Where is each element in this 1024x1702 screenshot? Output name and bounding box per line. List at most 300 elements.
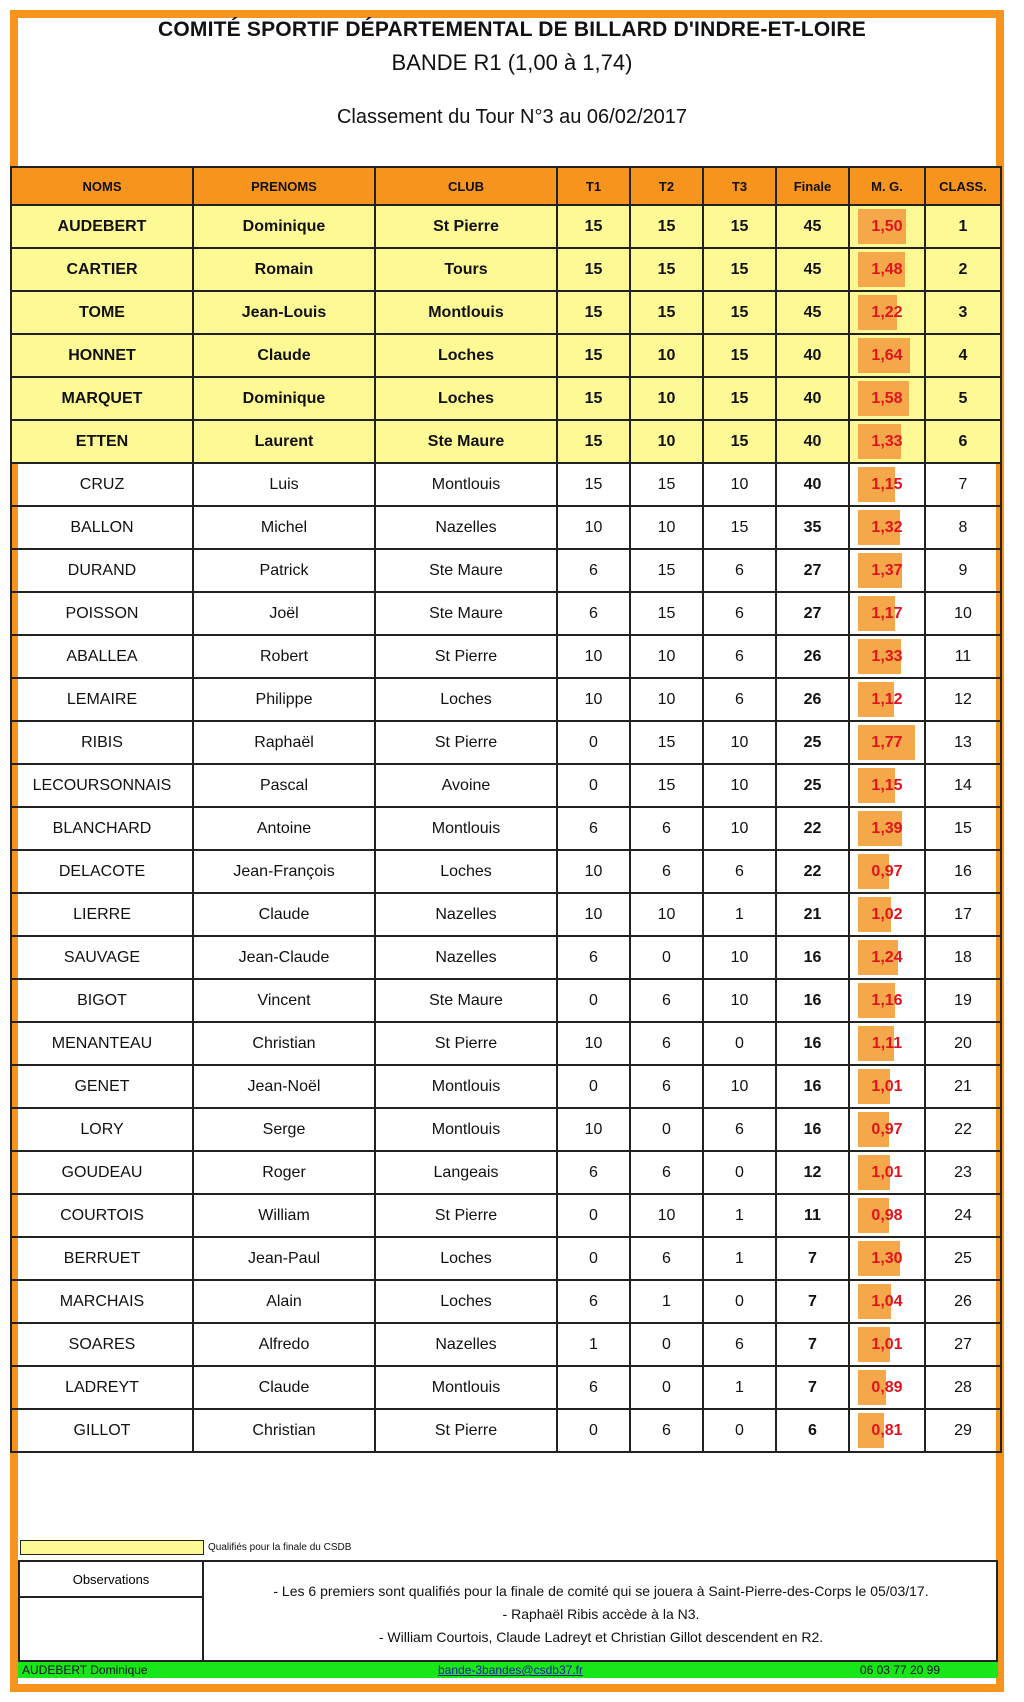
cell-t1: 15 (557, 291, 630, 334)
observations-text (206, 1580, 996, 1649)
cell-prenom: Patrick (193, 549, 375, 592)
cell-t3: 15 (703, 205, 776, 248)
cell-t3: 6 (703, 635, 776, 678)
cell-t1: 10 (557, 1108, 630, 1151)
cell-t3: 6 (703, 592, 776, 635)
cell-t3: 6 (703, 678, 776, 721)
cell-t1: 6 (557, 1280, 630, 1323)
cell-club: Loches (375, 377, 557, 420)
cell-t1: 0 (557, 1409, 630, 1452)
cell-prenom: Pascal (193, 764, 375, 807)
cell-nom: POISSON (11, 592, 193, 635)
cell-t2: 0 (630, 936, 703, 979)
mg-value: 1,15 (871, 776, 903, 794)
cell-t3: 6 (703, 1108, 776, 1151)
mg-value: 1,33 (871, 432, 903, 450)
cell-prenom: Michel (193, 506, 375, 549)
mg-value: 1,39 (871, 819, 903, 837)
cell-mg (849, 334, 925, 377)
cell-classement: 5 (925, 377, 1001, 420)
cell-t3: 10 (703, 721, 776, 764)
cell-prenom: Claude (193, 893, 375, 936)
cell-mg (849, 205, 925, 248)
cell-mg (849, 1409, 925, 1452)
cell-prenom: Dominique (193, 377, 375, 420)
col-t3: T3 (703, 167, 776, 205)
cell-finale: 12 (776, 1151, 849, 1194)
table-row (11, 1194, 1001, 1237)
cell-t3: 0 (703, 1151, 776, 1194)
cell-t3: 10 (703, 807, 776, 850)
cell-t2: 0 (630, 1323, 703, 1366)
table-row (11, 1065, 1001, 1108)
cell-club: Loches (375, 678, 557, 721)
mg-value: 1,37 (871, 561, 903, 579)
cell-prenom: Christian (193, 1409, 375, 1452)
cell-finale: 6 (776, 1409, 849, 1452)
cell-nom: LADREYT (11, 1366, 193, 1409)
cell-mg (849, 549, 925, 592)
page-subtitle: BANDE R1 (1,00 à 1,74) (391, 50, 633, 75)
cell-finale: 26 (776, 678, 849, 721)
cell-t3: 15 (703, 291, 776, 334)
cell-t2: 15 (630, 549, 703, 592)
cell-club: Montlouis (375, 291, 557, 334)
cell-mg (849, 377, 925, 420)
cell-mg (849, 1366, 925, 1409)
cell-t1: 0 (557, 1194, 630, 1237)
table-row (11, 592, 1001, 635)
cell-t1: 10 (557, 893, 630, 936)
header (0, 18, 1024, 129)
table-row (11, 764, 1001, 807)
cell-finale: 40 (776, 420, 849, 463)
cell-classement: 22 (925, 1108, 1001, 1151)
cell-club: St Pierre (375, 1022, 557, 1065)
mg-value: 0,97 (871, 862, 903, 880)
observations-divider (202, 1562, 204, 1660)
mg-value: 1,58 (871, 389, 903, 407)
col-noms: NOMS (11, 167, 193, 205)
cell-t2: 1 (630, 1280, 703, 1323)
cell-nom: TOME (11, 291, 193, 334)
cell-prenom: Alain (193, 1280, 375, 1323)
cell-t1: 15 (557, 420, 630, 463)
cell-t1: 6 (557, 807, 630, 850)
col-t2: T2 (630, 167, 703, 205)
col-finale: Finale (776, 167, 849, 205)
col-prenoms: PRENOMS (193, 167, 375, 205)
cell-mg (849, 420, 925, 463)
cell-t1: 6 (557, 549, 630, 592)
cell-t2: 10 (630, 334, 703, 377)
cell-classement: 3 (925, 291, 1001, 334)
cell-nom: BERRUET (11, 1237, 193, 1280)
legend (20, 1540, 351, 1555)
cell-nom: HONNET (11, 334, 193, 377)
cell-t2: 6 (630, 1022, 703, 1065)
observation-line: - Les 6 premiers sont qualifiés pour la finale de comité qui se jouera à Saint-Pierre-des-Corps le 05/03/17. (273, 1583, 929, 1599)
cell-classement: 8 (925, 506, 1001, 549)
cell-club: Nazelles (375, 506, 557, 549)
cell-mg (849, 1151, 925, 1194)
legend-text: Qualifiés pour la finale du CSDB (208, 1542, 352, 1553)
mg-value: 1,17 (871, 604, 903, 622)
cell-t2: 10 (630, 377, 703, 420)
mg-value: 1,48 (871, 260, 903, 278)
cell-t3: 1 (703, 1366, 776, 1409)
table-header-row (11, 167, 1001, 205)
table-row (11, 1323, 1001, 1366)
cell-classement: 29 (925, 1409, 1001, 1452)
cell-mg (849, 1323, 925, 1366)
cell-t3: 0 (703, 1280, 776, 1323)
cell-classement: 16 (925, 850, 1001, 893)
mg-value: 1,15 (871, 475, 903, 493)
cell-nom: MARQUET (11, 377, 193, 420)
table-row (11, 1366, 1001, 1409)
cell-t3: 0 (703, 1409, 776, 1452)
col-mg: M. G. (849, 167, 925, 205)
cell-t2: 15 (630, 248, 703, 291)
cell-t1: 6 (557, 1366, 630, 1409)
mg-value: 1,11 (871, 1034, 903, 1052)
cell-t2: 6 (630, 1237, 703, 1280)
cell-finale: 22 (776, 807, 849, 850)
mg-value: 1,32 (871, 518, 903, 536)
cell-prenom: Laurent (193, 420, 375, 463)
cell-prenom: Roger (193, 1151, 375, 1194)
cell-t1: 15 (557, 377, 630, 420)
cell-nom: DURAND (11, 549, 193, 592)
table-row (11, 205, 1001, 248)
cell-t1: 15 (557, 248, 630, 291)
cell-nom: ABALLEA (11, 635, 193, 678)
table-row (11, 549, 1001, 592)
cell-prenom: Claude (193, 334, 375, 377)
cell-t1: 0 (557, 1065, 630, 1108)
cell-club: Loches (375, 334, 557, 377)
footer-bar (18, 1662, 998, 1678)
legend-swatch (20, 1540, 204, 1555)
mg-value: 0,97 (871, 1120, 903, 1138)
cell-t1: 0 (557, 764, 630, 807)
mg-value: 1,12 (871, 690, 903, 708)
cell-mg (849, 291, 925, 334)
cell-nom: DELACOTE (11, 850, 193, 893)
cell-classement: 2 (925, 248, 1001, 291)
observation-line: - Raphaël Ribis accède à la N3. (502, 1606, 700, 1622)
cell-club: St Pierre (375, 1409, 557, 1452)
cell-club: St Pierre (375, 1194, 557, 1237)
cell-classement: 20 (925, 1022, 1001, 1065)
cell-classement: 28 (925, 1366, 1001, 1409)
cell-t3: 6 (703, 850, 776, 893)
cell-mg (849, 635, 925, 678)
cell-t1: 6 (557, 1151, 630, 1194)
cell-t3: 0 (703, 1022, 776, 1065)
cell-classement: 27 (925, 1323, 1001, 1366)
cell-nom: BIGOT (11, 979, 193, 1022)
cell-nom: SOARES (11, 1323, 193, 1366)
cell-t3: 1 (703, 1237, 776, 1280)
table-row (11, 334, 1001, 377)
cell-mg (849, 1280, 925, 1323)
cell-finale: 25 (776, 721, 849, 764)
table-row (11, 1280, 1001, 1323)
cell-club: Tours (375, 248, 557, 291)
cell-finale: 25 (776, 764, 849, 807)
cell-t1: 15 (557, 205, 630, 248)
cell-classement: 25 (925, 1237, 1001, 1280)
cell-finale: 40 (776, 334, 849, 377)
table-row (11, 506, 1001, 549)
cell-club: Loches (375, 1280, 557, 1323)
cell-mg (849, 850, 925, 893)
cell-t2: 6 (630, 1409, 703, 1452)
cell-t3: 15 (703, 420, 776, 463)
cell-classement: 13 (925, 721, 1001, 764)
mg-value: 1,16 (871, 991, 903, 1009)
table-row (11, 420, 1001, 463)
cell-finale: 22 (776, 850, 849, 893)
footer-phone: 06 03 77 20 99 (859, 1663, 940, 1677)
mg-value: 1,01 (871, 1163, 903, 1181)
cell-t2: 10 (630, 420, 703, 463)
cell-finale: 16 (776, 979, 849, 1022)
cell-t2: 6 (630, 807, 703, 850)
cell-finale: 27 (776, 592, 849, 635)
cell-prenom: Robert (193, 635, 375, 678)
cell-mg (849, 592, 925, 635)
cell-prenom: Christian (193, 1022, 375, 1065)
cell-t3: 1 (703, 1194, 776, 1237)
cell-classement: 11 (925, 635, 1001, 678)
observations-box (18, 1560, 998, 1662)
footer-contact-name: AUDEBERT Dominique (22, 1663, 148, 1677)
mg-value: 1,30 (871, 1249, 903, 1267)
cell-club: Nazelles (375, 1323, 557, 1366)
table-row (11, 1409, 1001, 1452)
col-t1: T1 (557, 167, 630, 205)
mg-value: 0,98 (871, 1206, 903, 1224)
cell-finale: 16 (776, 1108, 849, 1151)
cell-finale: 16 (776, 936, 849, 979)
table-row (11, 291, 1001, 334)
cell-t1: 6 (557, 592, 630, 635)
cell-classement: 7 (925, 463, 1001, 506)
mg-value: 1,77 (871, 733, 903, 751)
cell-t2: 0 (630, 1108, 703, 1151)
mg-value: 0,89 (871, 1378, 903, 1396)
cell-mg (849, 721, 925, 764)
cell-finale: 7 (776, 1323, 849, 1366)
col-class: CLASS. (925, 167, 1001, 205)
cell-mg (849, 248, 925, 291)
cell-classement: 1 (925, 205, 1001, 248)
mg-value: 1,33 (871, 647, 903, 665)
cell-mg (849, 936, 925, 979)
table-row (11, 936, 1001, 979)
cell-t1: 10 (557, 506, 630, 549)
cell-t3: 6 (703, 1323, 776, 1366)
cell-finale: 45 (776, 248, 849, 291)
cell-prenom: Serge (193, 1108, 375, 1151)
cell-prenom: Jean-Paul (193, 1237, 375, 1280)
table-row (11, 1108, 1001, 1151)
cell-classement: 24 (925, 1194, 1001, 1237)
cell-classement: 12 (925, 678, 1001, 721)
cell-t1: 1 (557, 1323, 630, 1366)
cell-prenom: Antoine (193, 807, 375, 850)
cell-nom: LECOURSONNAIS (11, 764, 193, 807)
mg-value: 1,01 (871, 1077, 903, 1095)
table-row (11, 721, 1001, 764)
cell-t3: 15 (703, 506, 776, 549)
cell-classement: 17 (925, 893, 1001, 936)
round-title: Classement du Tour N°3 au 06/02/2017 (336, 106, 688, 128)
cell-finale: 21 (776, 893, 849, 936)
cell-nom: GILLOT (11, 1409, 193, 1452)
mg-value: 0,81 (871, 1421, 903, 1439)
cell-club: Avoine (375, 764, 557, 807)
cell-t1: 0 (557, 979, 630, 1022)
cell-nom: GOUDEAU (11, 1151, 193, 1194)
cell-mg (849, 979, 925, 1022)
table-row (11, 248, 1001, 291)
cell-finale: 16 (776, 1065, 849, 1108)
cell-club: Nazelles (375, 893, 557, 936)
table-row (11, 893, 1001, 936)
mg-value: 1,50 (871, 217, 903, 235)
cell-t3: 10 (703, 463, 776, 506)
table-row (11, 635, 1001, 678)
cell-nom: BALLON (11, 506, 193, 549)
observation-line: - William Courtois, Claude Ladreyt et Christian Gillot descendent en R2. (378, 1629, 824, 1645)
mg-value: 1,01 (871, 1335, 903, 1353)
cell-nom: SAUVAGE (11, 936, 193, 979)
cell-t2: 10 (630, 1194, 703, 1237)
cell-club: Montlouis (375, 1108, 557, 1151)
cell-club: St Pierre (375, 205, 557, 248)
observations-label: Observations (20, 1562, 204, 1598)
cell-nom: MARCHAIS (11, 1280, 193, 1323)
cell-t3: 15 (703, 248, 776, 291)
cell-club: St Pierre (375, 635, 557, 678)
cell-nom: LIERRE (11, 893, 193, 936)
cell-t2: 15 (630, 291, 703, 334)
cell-mg (849, 463, 925, 506)
table-row (11, 463, 1001, 506)
cell-t1: 15 (557, 334, 630, 377)
cell-finale: 7 (776, 1237, 849, 1280)
cell-finale: 45 (776, 291, 849, 334)
cell-mg (849, 893, 925, 936)
cell-mg (849, 1237, 925, 1280)
table-row (11, 678, 1001, 721)
cell-club: Montlouis (375, 1065, 557, 1108)
footer-email-link[interactable]: bande-3bandes@csdb37.fr (438, 1663, 583, 1677)
cell-prenom: Jean-Louis (193, 291, 375, 334)
cell-prenom: Vincent (193, 979, 375, 1022)
cell-classement: 10 (925, 592, 1001, 635)
cell-classement: 19 (925, 979, 1001, 1022)
cell-t2: 0 (630, 1366, 703, 1409)
table-row (11, 850, 1001, 893)
mg-value: 1,24 (871, 948, 903, 966)
cell-t3: 15 (703, 377, 776, 420)
cell-nom: BLANCHARD (11, 807, 193, 850)
cell-t1: 15 (557, 463, 630, 506)
cell-club: Loches (375, 850, 557, 893)
cell-prenom: Dominique (193, 205, 375, 248)
cell-t2: 6 (630, 1151, 703, 1194)
cell-t3: 1 (703, 893, 776, 936)
col-club: CLUB (375, 167, 557, 205)
cell-nom: LORY (11, 1108, 193, 1151)
cell-prenom: Raphaël (193, 721, 375, 764)
table-row (11, 377, 1001, 420)
cell-club: Ste Maure (375, 979, 557, 1022)
cell-club: St Pierre (375, 721, 557, 764)
cell-classement: 9 (925, 549, 1001, 592)
cell-classement: 15 (925, 807, 1001, 850)
cell-prenom: Claude (193, 1366, 375, 1409)
cell-club: Nazelles (375, 936, 557, 979)
cell-nom: LEMAIRE (11, 678, 193, 721)
mg-value: 1,22 (871, 303, 903, 321)
mg-value: 1,02 (871, 905, 903, 923)
cell-t1: 10 (557, 678, 630, 721)
table-body (11, 205, 1001, 1452)
cell-finale: 26 (776, 635, 849, 678)
cell-finale: 40 (776, 463, 849, 506)
cell-club: Ste Maure (375, 420, 557, 463)
cell-mg (849, 807, 925, 850)
cell-nom: AUDEBERT (11, 205, 193, 248)
cell-t2: 10 (630, 506, 703, 549)
cell-finale: 27 (776, 549, 849, 592)
cell-mg (849, 1022, 925, 1065)
cell-prenom: Romain (193, 248, 375, 291)
cell-t2: 15 (630, 592, 703, 635)
cell-nom: MENANTEAU (11, 1022, 193, 1065)
cell-prenom: Alfredo (193, 1323, 375, 1366)
cell-prenom: Jean-François (193, 850, 375, 893)
cell-club: Montlouis (375, 807, 557, 850)
cell-prenom: William (193, 1194, 375, 1237)
table-row (11, 1022, 1001, 1065)
cell-classement: 21 (925, 1065, 1001, 1108)
table-row (11, 1151, 1001, 1194)
cell-prenom: Jean-Claude (193, 936, 375, 979)
cell-nom: CARTIER (11, 248, 193, 291)
cell-t1: 6 (557, 936, 630, 979)
cell-mg (849, 506, 925, 549)
cell-t2: 6 (630, 850, 703, 893)
cell-mg (849, 1108, 925, 1151)
ranking-table (10, 166, 1002, 1453)
cell-nom: CRUZ (11, 463, 193, 506)
cell-club: Ste Maure (375, 592, 557, 635)
cell-t2: 10 (630, 893, 703, 936)
cell-t2: 15 (630, 721, 703, 764)
cell-t2: 15 (630, 205, 703, 248)
mg-value: 1,64 (871, 346, 903, 364)
cell-club: Montlouis (375, 1366, 557, 1409)
cell-t3: 10 (703, 936, 776, 979)
cell-club: Ste Maure (375, 549, 557, 592)
